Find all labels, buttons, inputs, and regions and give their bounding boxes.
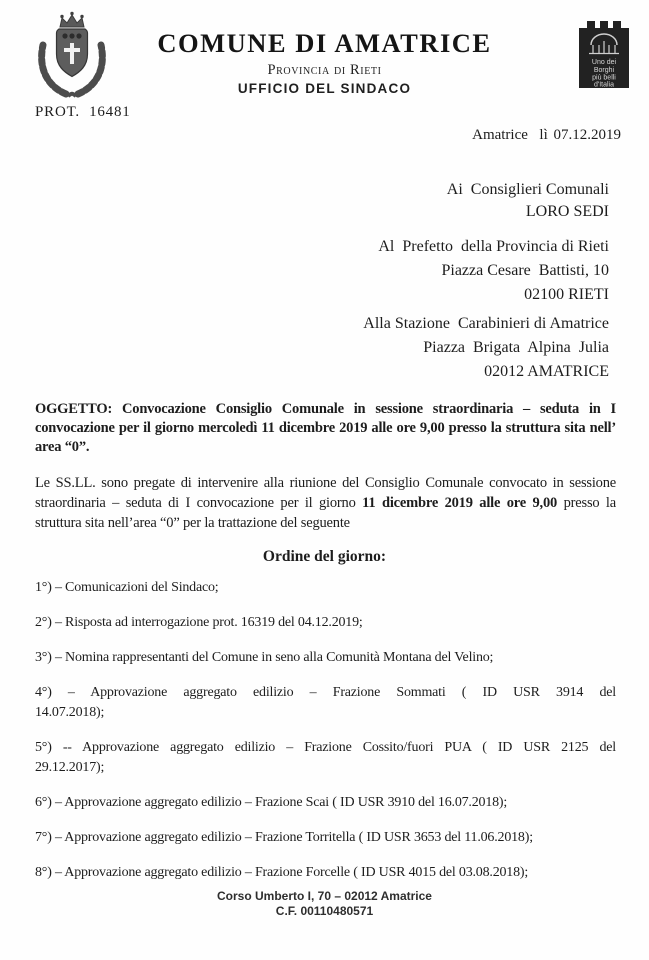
province-subtitle: Provincia di Rieti bbox=[267, 62, 382, 78]
recipient-line: Piazza Cesare Battisti, 10 bbox=[441, 262, 609, 279]
recipient-line: 02012 AMATRICE bbox=[484, 363, 609, 380]
borghi-badge-icon bbox=[575, 16, 633, 92]
badge-text-line: d'Italia bbox=[593, 81, 615, 89]
subject-paragraph: OGGETTO: Convocazione Consiglio Comunale in sessione straordinaria – seduta in I convocazione per il giorno mercoledì 11 dicembre 2019 alle ore 9,00 presso la struttura sita nell’ area “0”. bbox=[35, 401, 616, 455]
body-text-bold: 11 dicembre 2019 alle ore 9,00 bbox=[362, 495, 558, 511]
recipient-line: 02100 RIETI bbox=[524, 286, 609, 303]
letterhead bbox=[0, 28, 649, 96]
agenda-item-5 bbox=[35, 738, 616, 778]
page-title: COMUNE DI AMATRICE bbox=[157, 28, 492, 58]
recipient-block-prefetto bbox=[378, 235, 609, 307]
protocol-number: PROT. 16481 bbox=[35, 104, 131, 120]
agenda-item-line: 4°) – Approvazione aggregato edilizio – Frazione Sommati ( ID USR 3914 del bbox=[35, 685, 616, 700]
recipient-block-carabinieri bbox=[363, 312, 609, 384]
recipient-line: Alla Stazione Carabinieri di Amatrice bbox=[363, 315, 609, 332]
agenda-list bbox=[35, 578, 616, 898]
body-text: presso la struttura sita nell’area “0” per la trattazione del seguente bbox=[35, 495, 617, 531]
agenda-item-1: 1°) – Comunicazioni del Sindaco; bbox=[35, 580, 219, 595]
body-text: Le SS.LL. sono pregate di intervenire alla riunione del Consiglio Comunale convocato in sessione straordinaria – seduta di I convocazione per il giorno bbox=[35, 475, 616, 511]
agenda-item-line: 29.12.2017); bbox=[35, 760, 105, 775]
recipient-line: Al Prefetto della Provincia di Rieti bbox=[378, 238, 609, 255]
badge-text-line: più belli bbox=[592, 74, 616, 82]
footer-fiscal-code: C.F. 00110480571 bbox=[275, 904, 374, 918]
agenda-item-8: 8°) – Approvazione aggregato edilizio – Frazione Forcelle ( ID USR 4015 del 03.08.2018); bbox=[35, 865, 529, 880]
place-date-line: Amatrice lì 07.12.2019 bbox=[472, 127, 621, 143]
agenda-heading: Ordine del giorno: bbox=[262, 548, 387, 565]
footer-address: Corso Umberto I, 70 – 02012 Amatrice bbox=[217, 889, 432, 903]
agenda-item-2: 2°) – Risposta ad interrogazione prot. 16319 del 04.12.2019; bbox=[35, 615, 363, 630]
agenda-item-line: 5°) -- Approvazione aggregato edilizio – Frazione Cossito/fuori PUA ( ID USR 2125 del bbox=[35, 740, 616, 755]
agenda-item-line: 14.07.2018); bbox=[35, 705, 105, 720]
recipient-line: Piazza Brigata Alpina Julia bbox=[423, 339, 609, 356]
agenda-item-3: 3°) – Nomina rappresentanti del Comune in seno alla Comunità Montana del Velino; bbox=[35, 650, 494, 665]
office-label: UFFICIO DEL SINDACO bbox=[237, 81, 412, 96]
body-paragraph bbox=[35, 473, 616, 533]
recipient-line: Ai Consiglieri Comunali bbox=[446, 181, 609, 198]
agenda-item-6: 6°) – Approvazione aggregato edilizio – Frazione Scai ( ID USR 3910 del 16.07.2018); bbox=[35, 795, 508, 810]
letter-footer bbox=[0, 889, 649, 919]
badge-text-line: Uno dei bbox=[591, 59, 617, 66]
badge-text-line: Borghi bbox=[593, 67, 615, 74]
agenda-item-4 bbox=[35, 683, 616, 723]
recipient-block-consiglieri bbox=[447, 179, 609, 223]
agenda-item-7: 7°) – Approvazione aggregato edilizio – Frazione Torritella ( ID USR 3653 del 11.06.2018); bbox=[35, 830, 533, 845]
recipient-line: LORO SEDI bbox=[525, 203, 609, 220]
